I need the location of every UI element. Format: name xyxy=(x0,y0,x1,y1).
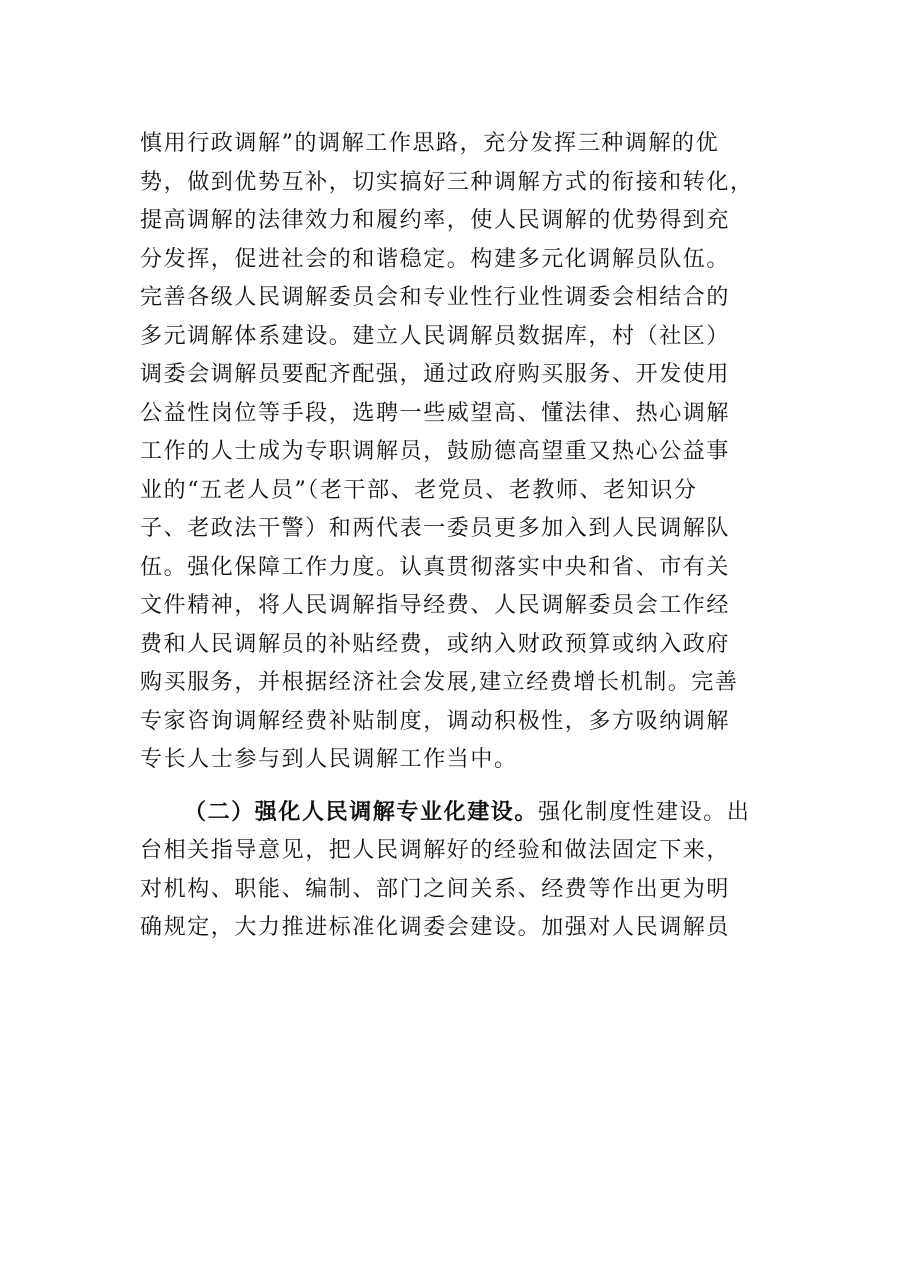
text-line: 完善各级人民调解委员会和专业性行业性调委会相结合的 xyxy=(140,285,731,310)
text-line: 调委会调解员要配齐配强，通过政府购买服务、开发使用 xyxy=(140,362,731,387)
text-line: 提高调解的法律效力和履约率，使人民调解的优势得到充 xyxy=(140,208,731,233)
body-text xyxy=(140,125,780,948)
paragraph-spacer xyxy=(140,780,780,794)
text-line: 伍。强化保障工作力度。认真贯彻落实中央和省、市有关 xyxy=(140,554,731,580)
text-line: 分发挥，促进社会的和谐稳定。构建多元化调解员队伍。 xyxy=(140,246,731,272)
text-line: 确规定，大力推进标准化调委会建设。加强对人民调解员 xyxy=(140,915,731,940)
text-line: 势，做到优势互补，切实搞好三种调解方式的衔接和转化， xyxy=(140,169,754,195)
text-line: 工作的人士成为专职调解员，鼓励德高望重又热心公益事 xyxy=(140,439,731,464)
text-line: 公益性岗位等手段，选聘一些威望高、懂法律、热心调解 xyxy=(140,400,731,426)
text-line: 专家咨询调解经费补贴制度，调动积极性，多方吸纳调解 xyxy=(140,708,731,734)
text-line: 台相关指导意见，把人民调解好的经验和做法固定下来， xyxy=(140,838,731,863)
text-line: 对机构、职能、编制、部门之间关系、经费等作出更为明 xyxy=(140,876,731,902)
paragraph-1 xyxy=(140,125,780,780)
text-line: 购买服务，并根据经济社会发展,建立经费增长机制。完善 xyxy=(140,670,739,695)
text-line: 文件精神，将人民调解指导经费、人民调解委员会工作经 xyxy=(140,593,731,618)
paragraph-2 xyxy=(140,794,780,948)
section-first-line xyxy=(140,794,780,833)
text-line: 业的“五老人员”（老干部、老党员、老教师、老知识分 xyxy=(140,477,698,503)
text-line: 多元调解体系建设。建立人民调解员数据库，村（社区） xyxy=(140,323,731,349)
text-line: 子、老政法干警）和两代表一委员更多加入到人民调解队 xyxy=(140,516,731,541)
text-line: 费和人民调解员的补贴经费，或纳入财政预算或纳入政府 xyxy=(140,631,731,657)
section-first-line-text: 强化制度性建设。出 xyxy=(538,799,751,825)
section-heading: （二）强化人民调解专业化建设。 xyxy=(184,799,539,825)
text-line: 专长人士参与到人民调解工作当中。 xyxy=(140,747,518,772)
text-line: 慎用行政调解”的调解工作思路，充分发挥三种调解的优 xyxy=(140,131,720,156)
